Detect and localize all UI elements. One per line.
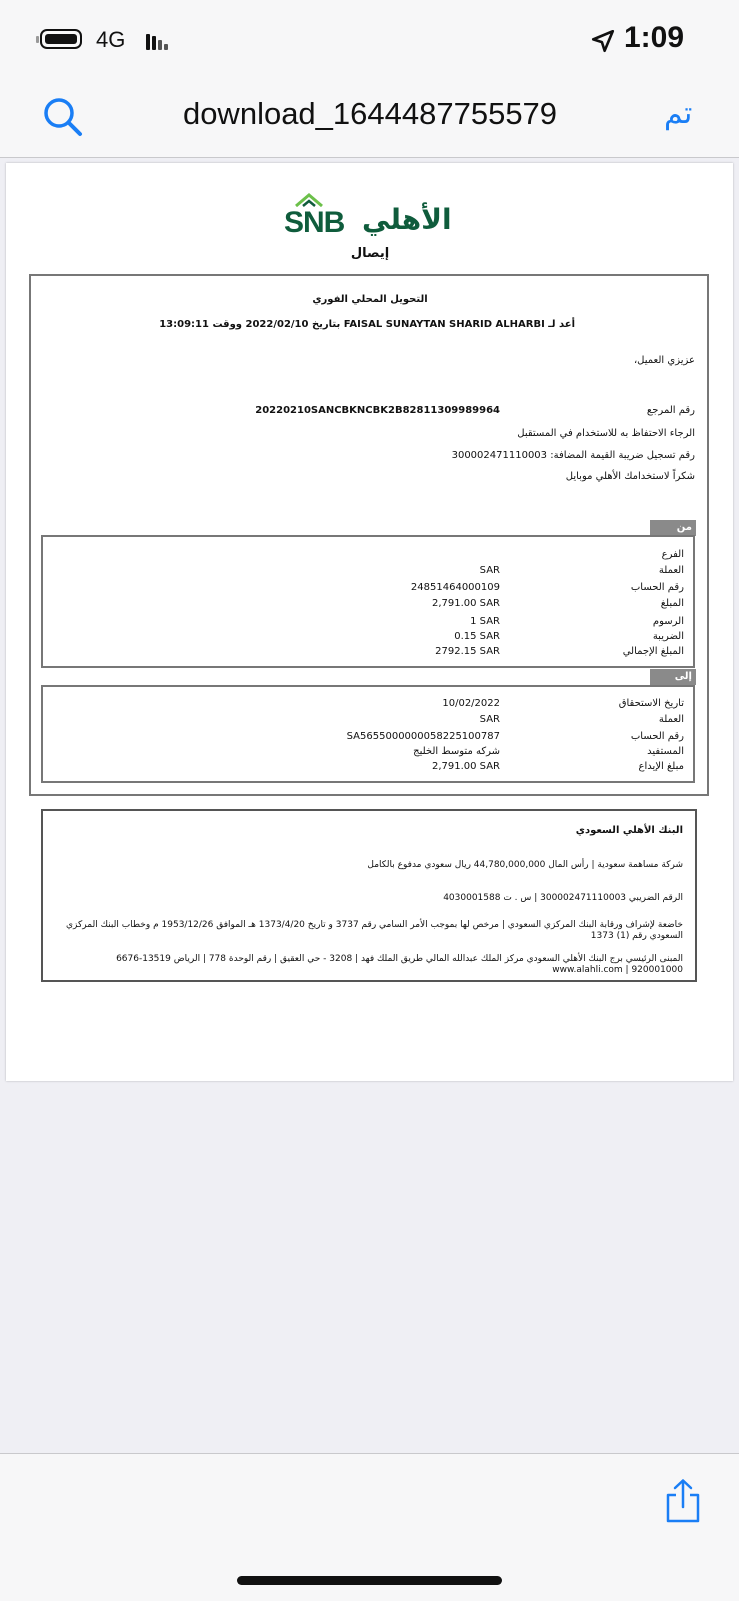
to-row-value: SAR xyxy=(479,714,500,725)
from-row-label: المبلغ الإجمالي xyxy=(622,646,684,657)
greeting: عزيزي العميل، xyxy=(633,355,695,366)
from-section-header: من xyxy=(650,520,696,536)
from-row-value: SAR xyxy=(479,565,500,576)
network-type: 4G xyxy=(96,27,126,52)
thanks-note: شكراً لاستخدامك الأهلي موبايل xyxy=(565,471,695,482)
to-row-label: مبلغ الإيداع xyxy=(638,761,684,772)
footer-bank-name: البنك الأهلي السعودي xyxy=(575,825,683,836)
from-row-value: 2792.15 SAR xyxy=(435,646,500,657)
vat-line: رقم تسجيل ضريبة القيمة المضافة: 300002471110003 xyxy=(451,450,695,461)
from-row-label: المبلغ xyxy=(660,598,684,609)
to-row-label: المستفيد xyxy=(647,746,684,757)
keep-note: الرجاء الاحتفاظ به للاستخدام في المستقبل xyxy=(517,428,695,439)
footer-address: المبنى الرئيسي برج البنك الأهلي السعودي مركز الملك عبدالله المالي طريق الملك فهد | 3208 - حي العقيق | رقم الوحدة 778 | الرياض 13519-6676 xyxy=(116,954,683,964)
from-row-value: 24851464000109 xyxy=(410,582,500,593)
receipt-title: إيصال xyxy=(350,246,390,261)
ref-label: رقم المرجع xyxy=(646,405,695,416)
status-bar xyxy=(0,0,739,80)
to-row-label: تاريخ الاستحقاق xyxy=(618,698,684,709)
footer-contact: 920001000 | www.alahli.com xyxy=(552,965,683,975)
to-row-value: 2,791.00 SAR xyxy=(431,761,500,772)
footer-tax: الرقم الضريبي 300002471110003 | س . ت 4030001588 xyxy=(443,893,683,903)
to-row-label: رقم الحساب xyxy=(630,731,684,742)
clock: 1:09 xyxy=(624,21,685,54)
footer-regulation: خاضعة لإشراف ورقابة البنك المركزي السعودي | مرخص لها بموجب الأمر السامي رقم 3737 و تاريخ 1373/4/20 هـ الموافق 1953/12/26 م وخطاب البنك المركزي السعودي رقم (1) 1373 xyxy=(66,920,683,941)
to-section-header: إلى xyxy=(650,669,696,685)
done-button[interactable]: تم xyxy=(664,96,693,131)
share-icon[interactable] xyxy=(664,1478,702,1524)
location-arrow-icon xyxy=(590,28,616,54)
from-row-label: الرسوم xyxy=(652,616,684,627)
from-row-label: العملة xyxy=(658,565,684,576)
logo-arabic: الأهلي xyxy=(362,203,452,236)
ref-value: 20220210SANCBKNCBK2B82811309989964 xyxy=(255,405,500,416)
from-row-label: الفرع xyxy=(661,549,684,560)
to-row-value: 10/02/2022 xyxy=(442,698,500,709)
from-row-value: 2,791.00 SAR xyxy=(431,598,500,609)
from-row-label: رقم الحساب xyxy=(630,582,684,593)
to-row-value: SA5655000000058225100787 xyxy=(346,731,500,742)
from-row-label: الضريبة xyxy=(652,631,684,642)
snb-logo-icon xyxy=(294,193,324,207)
from-row-value: 1 SAR xyxy=(470,616,500,627)
footer-capital: شركة مساهمة سعودية | رأس المال 44,780,000,000 ريال سعودي مدفوع بالكامل xyxy=(367,860,683,870)
from-row-value: 0.15 SAR xyxy=(454,631,500,642)
logo-text: SNB xyxy=(284,206,345,239)
prepared-line: أعد لـ FAISAL SUNAYTAN SHARID ALHARBI بتاريخ 2022/02/10 ووقت 13:09:11 xyxy=(159,319,575,330)
document-title: download_1644487755579 xyxy=(182,96,558,131)
search-icon[interactable] xyxy=(42,96,84,138)
signal-bars-icon xyxy=(146,34,172,50)
transfer-title: التحويل المحلي الفوري xyxy=(312,294,428,305)
to-row-label: العملة xyxy=(658,714,684,725)
battery-icon xyxy=(40,29,82,49)
home-indicator[interactable] xyxy=(237,1576,502,1585)
nav-bar xyxy=(0,80,739,158)
to-row-value: شركه متوسط الخليج xyxy=(413,746,500,757)
